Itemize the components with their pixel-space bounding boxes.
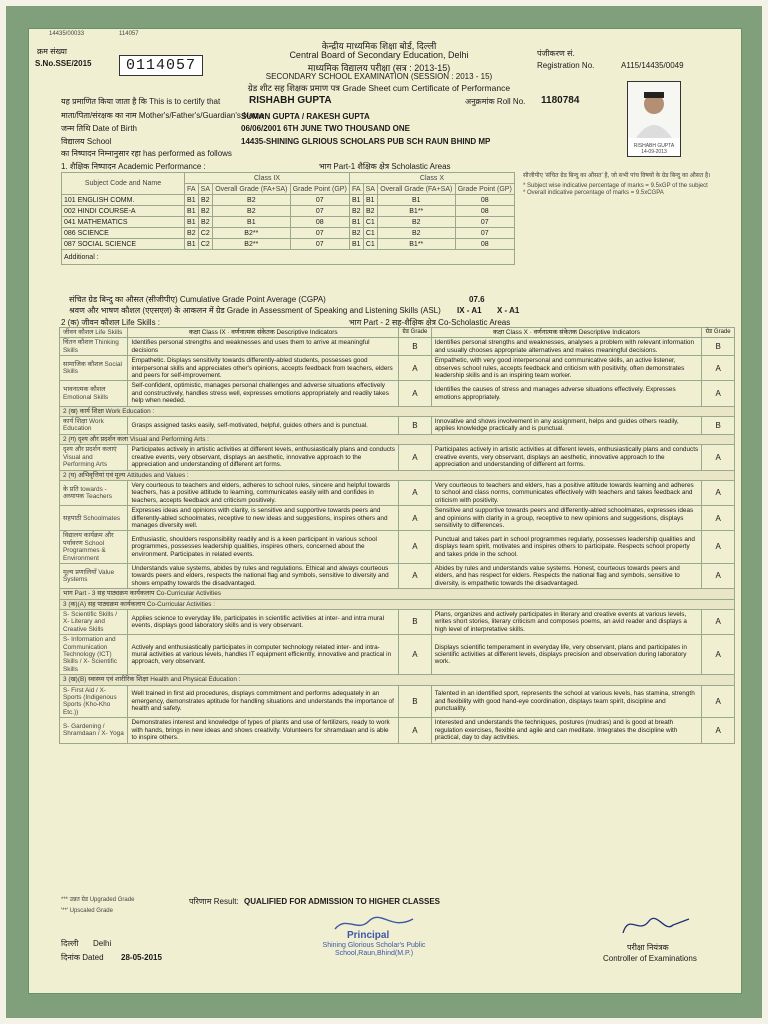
grade-ix-cell: B1 (185, 217, 199, 228)
grade-ix-cell: B1 (185, 206, 199, 217)
grade-x-cell: B1 (363, 195, 377, 206)
serial-label-hi: क्रम संख्या (37, 47, 67, 56)
grade-ix-cell: 07 (290, 239, 349, 250)
class-x-descriptor: Empathetic, with very good interpersonal and communicative skills, an active listener, observes school rules, accepts feedback and criticism with positivity, often demonstrates leadership skills and is an inspiring team worker. (431, 356, 702, 381)
subject-row (62, 228, 515, 239)
col-overall-x: Overall Grade (FA+SA) (378, 184, 456, 195)
board-name-hi: केन्द्रीय माध्यमिक शिक्षा बोर्ड, दिल्ली (321, 41, 437, 51)
place: Delhi (93, 939, 112, 948)
col-sa-x: SA (363, 184, 377, 195)
skill-row (60, 445, 735, 470)
class-x-descriptor: Interested and understands the techniques, postures (mudras) and is good at breath regulation exercises, flexible and agile and can meditate. Integrates the discipline with practical, day to day activities. (431, 718, 702, 743)
col-fa-x: FA (349, 184, 363, 195)
asl-ix: IX - A1 (457, 306, 482, 315)
grade-x-cell: 07 (455, 217, 514, 228)
additional-label: Additional : (62, 250, 515, 265)
grade-ix-cell: 07 (290, 206, 349, 217)
skill-row (60, 610, 735, 635)
serial-label: S.No.SSE/2015 (35, 59, 92, 68)
grade-ix-cell: B1 (185, 239, 199, 250)
class-ix-grade: A (399, 356, 432, 381)
grade-x-cell: 08 (455, 195, 514, 206)
grade-ix-cell: B2 (198, 195, 212, 206)
grade-ix-cell: 07 (290, 228, 349, 239)
col-gp-ix: Grade Point (GP) (290, 184, 349, 195)
class-ix-descriptor: Applies science to everyday life, participates in scientific activities at inter- and intra mural events, displays good laboratory skills and is very observant. (128, 610, 399, 635)
skill-area: कार्य शिक्षा Work Education (60, 417, 128, 435)
class-x-grade: A (702, 718, 735, 743)
section-title-row (60, 589, 735, 599)
controller-signature-mark (615, 909, 695, 941)
academic-section-title: 1. शैक्षिक निष्पादन Academic Performance : (61, 162, 206, 171)
class-ix-descriptor: Actively and enthusiastically participates in computer technology related inter- and intra-mural activities at various levels, handles IT equipment efficiently, innovative and practical in approach, very observant. (128, 635, 399, 675)
scholastic-part-title: भाग Part-1 शैक्षिक क्षेत्र Scholastic Areas (319, 162, 451, 171)
coscholastic-table (59, 327, 735, 744)
skill-row (60, 356, 735, 381)
grade-ix-cell: B2** (213, 228, 291, 239)
class-x-grade: A (702, 356, 735, 381)
principal-school: Shining Glorious Scholar's Public School,Raun,Bhind(M.P.) (322, 942, 426, 957)
skill-row (60, 417, 735, 435)
grade-x-cell: 08 (455, 206, 514, 217)
registration-label: Registration No. (537, 61, 595, 70)
grade-sheet (28, 28, 742, 994)
class-ix-descriptor: Well trained in first aid procedures, displays commitment and performs adequately in an emergency, demonstrates aptitude for handling situations and understands the importance of health and safety. (128, 685, 399, 718)
coscholastic-rows (60, 338, 735, 743)
section-subtitle-row (60, 599, 735, 609)
grade-ix-header: ग्रेड Grade (399, 328, 432, 338)
dated-value: 28-05-2015 (121, 953, 162, 962)
certificate-border (6, 6, 762, 1018)
class-x-descriptor: Identifies personal strengths and weaknesses, analyses a problem with relevant information and usually chooses appropriate alternatives and makes meaningful decisions. (431, 338, 702, 356)
scholastic-notes (523, 173, 733, 197)
skill-area: मूल्य प्रणालियाँ Value Systems (60, 563, 128, 588)
section-title-row (60, 406, 735, 416)
scholastic-table (61, 172, 515, 265)
class-ix-grade: B (399, 685, 432, 718)
section-title: भाग Part - 3 सह पाठ्यक्रम कार्यकलाप Co-Curricular Activities (60, 589, 735, 599)
registration-number: A115/14435/0049 (621, 61, 684, 70)
col-overall-ix: Overall Grade (FA+SA) (213, 184, 291, 195)
class-ix-grade: A (399, 445, 432, 470)
serial-number: 0114057 (119, 55, 203, 76)
class-ix-grade: A (399, 506, 432, 531)
skill-area: S- Scientific Skills / X- Literary and Creative Skills (60, 610, 128, 635)
parents-label: माता/पिता/संरक्षक का नाम Mother's/Father's/Guardian's Name (61, 111, 265, 120)
grade-x-cell: C1 (363, 228, 377, 239)
grade-ix-cell: B2 (185, 228, 199, 239)
grade-ix-cell: B1 (185, 195, 199, 206)
class-ix-grade: A (399, 635, 432, 675)
date-of-birth: 06/06/2001 6TH JUNE TWO THOUSAND ONE (241, 124, 410, 133)
grade-ix-cell: B2 (213, 195, 291, 206)
class-x-label: कक्षा Class X (492, 329, 528, 336)
class-ix-descriptor: Demonstrates interest and knowledge of types of plants and use of fertilizers, ready to work with hands, brings in new ideas and shows creativity. Volunteers for shramdaan and is able to inspire others. (128, 718, 399, 743)
subject-header: Subject Code and Name (62, 173, 185, 195)
skill-row (60, 635, 735, 675)
student-name: RISHABH GUPTA (249, 95, 332, 106)
col-fa-ix: FA (185, 184, 199, 195)
controller-title-hi: परीक्षा नियंत्रक (627, 943, 669, 952)
subject-row (62, 195, 515, 206)
class-x-descriptor: Sensitive and supportive towards peers and differently-abled schoolmates, expresses ideas and opinions with clarity in a group, receptive to new opinions and suggestions, displays sensitivity to differences. (431, 506, 702, 531)
result-label: परिणाम Result: (189, 897, 239, 906)
section-title-row (60, 434, 735, 444)
subject-name: 086 SCIENCE (62, 228, 185, 239)
class-x-descriptor: Abides by rules and understands value systems. Honest, courteous towards peers and elders, and has respect for elders. Respects the national flag and symbols, sensitive to diversity, is empathetic towards the disadvantaged. (431, 563, 702, 588)
class-ix-header: Class IX (185, 173, 350, 184)
grade-ix-cell: C2 (198, 228, 212, 239)
cgpa-value: 07.6 (469, 295, 485, 304)
class-x-grade: B (702, 338, 735, 356)
grade-x-cell: B1** (378, 239, 456, 250)
exam-name: SECONDARY SCHOOL EXAMINATION (SESSION : 2013 - 15) (265, 72, 493, 81)
skill-area: भावनात्मक कौशल Emotional Skills (60, 381, 128, 406)
class-x-descriptor: Participates actively in artistic activities at different levels, enthusiastically plans and conducts creative events, very observant, displays an aesthetic, innovative approach to the appreciation and understanding of different art forms. (431, 445, 702, 470)
grade-x-cell: 08 (455, 239, 514, 250)
class-ix-descriptor: Self-confident, optimistic, manages personal challenges and adverse situations effectively and constructively, handles stress well, expresses emotions appropriately and readily takes help when needed. (128, 381, 399, 406)
skill-row (60, 685, 735, 718)
asl-x: X - A1 (497, 306, 520, 315)
grade-ix-cell: 08 (290, 217, 349, 228)
class-x-grade: B (702, 417, 735, 435)
class-x-descriptor: Innovative and shows involvement in any assignment, helps and guides others readily, applies knowledge practically and is punctual. (431, 417, 702, 435)
certificate-title: ग्रेड शीट सह शिक्षक प्रमाण पत्र Grade Sheet cum Certificate of Performance (247, 83, 511, 93)
col-gp-x: Grade Point (GP) (455, 184, 514, 195)
grade-ix-cell: B2 (198, 217, 212, 228)
certify-label: यह प्रमाणित किया जाता है कि This is to certify that (61, 97, 221, 106)
class-ix-descriptor: Participates actively in artistic activities at different levels, enthusiastically plans and conducts creative events, very observant, displays an aesthetic, innovative approach to the appreciation and understanding of different art forms. (128, 445, 399, 470)
class-x-grade: A (702, 531, 735, 564)
roll-number: 1180784 (541, 95, 580, 106)
place-hi: दिल्ली (61, 939, 79, 948)
upscaled-grade-note: '**' Upscaled Grade (61, 908, 113, 914)
skill-row (60, 338, 735, 356)
grade-x-cell: C1 (363, 217, 377, 228)
grade-x-header: ग्रेड Grade (702, 328, 735, 338)
class-ix-grade: A (399, 718, 432, 743)
photo-caption-name: RISHABH GUPTA (633, 143, 675, 149)
skill-area: S- First Aid / X- Sports (Indigenous Sports (Kho-Kho Etc.)) (60, 685, 128, 718)
class-ix-descriptor: Grasps assigned tasks easily, self-motivated, helpful, guides others and is punctual. (128, 417, 399, 435)
class-x-descriptor: Punctual and takes part in school programmes regularly, possesses leadership qualities and displays team spirit, motivates and inspires others to participate. Respects school property and takes pride in the school. (431, 531, 702, 564)
grade-ix-cell: B1 (213, 217, 291, 228)
skill-area: S- Information and Communication Technology (ICT) Skills / X- Scientific Skills (60, 635, 128, 675)
class-x-descriptor: Identifies the causes of stress and manages adverse situations effectively. Expresses emotions appropriately. (431, 381, 702, 406)
grade-x-cell: 07 (455, 228, 514, 239)
class-ix-descriptor: Enthusiastic, shoulders responsibility readily and is a keen participant in various school programmes, possesses leadership qualities, inspires others, concerned about the environment. Participates in related events. (128, 531, 399, 564)
skill-area: दृश्य और प्रदर्शन कलाएं Visual and Performing Arts (60, 445, 128, 470)
school-label: विद्यालय School (61, 137, 112, 146)
grade-ix-cell: B2 (213, 206, 291, 217)
class-ix-label: कक्षा Class IX (188, 329, 226, 336)
grade-x-cell: B2 (378, 217, 456, 228)
grade-x-cell: B2 (363, 206, 377, 217)
dated-label: दिनांक Dated (61, 953, 104, 962)
result-value: QUALIFIED FOR ADMISSION TO HIGHER CLASSES (244, 897, 441, 906)
class-x-grade: A (702, 610, 735, 635)
note-1: सीजीपीए 'संचित ग्रेड बिन्दु का औसत' है, जो सभी पांच विषयों के ग्रेड बिन्दु का औसत है। (523, 173, 711, 179)
subject-row (62, 217, 515, 228)
skill-row (60, 381, 735, 406)
grade-x-cell: B1 (349, 239, 363, 250)
exam-name-hi: माध्यमिक विद्यालय परीक्षा (सत्र : 2013-15) (307, 63, 451, 73)
controller-signature (615, 909, 695, 946)
top-reference-2: 114057 (119, 31, 139, 37)
top-reference: 14435/00033 (49, 31, 85, 37)
grade-ix-cell: 07 (290, 195, 349, 206)
grade-x-cell: B2 (349, 206, 363, 217)
class-x-desc-header: कक्षा Class X · वर्णनात्मक संकेतक Descriptive Indicators (431, 328, 702, 338)
skill-area: चिंतन कौशल Thinking Skills (60, 338, 128, 356)
class-x-header: Class X (349, 173, 514, 184)
class-ix-descriptor: Expresses ideas and opinions with clarity, is sensitive and supportive towards peers and differently-abled schoolmates, receptive to new ideas and suggestions, inspires others and manages diversity well. (128, 506, 399, 531)
class-x-grade: A (702, 506, 735, 531)
skill-area: के प्रति towards - अध्यापक Teachers (60, 480, 128, 505)
grade-x-cell: B1 (349, 217, 363, 228)
class-x-grade: A (702, 635, 735, 675)
class-x-grade: A (702, 445, 735, 470)
section-title: 2 (ख) कार्य शिक्षा Work Education : (60, 406, 735, 416)
photo-caption-date: 14-09-2013 (641, 149, 667, 155)
subject-name: 101 ENGLISH COMM. (62, 195, 185, 206)
skill-area: विद्यालय कार्यक्रम और पर्यावरण School Programmes & Environment (60, 531, 128, 564)
class-ix-descriptor: Very courteous to teachers and elders, adheres to school rules, sincere and helpful towards teachers, has a positive attitude to learning, communicates easily with and confides in teachers, accepts feedback and criticism positively. (128, 480, 399, 505)
upgraded-grade-note: *** उन्नत ग्रेड Upgraded Grade (61, 897, 135, 903)
controller-title: Controller of Examinations (603, 954, 697, 963)
coscholastic-part-title: भाग Part - 2 सह-शैक्षिक क्षेत्र Co-Scholastic Areas (349, 318, 511, 327)
registration-label-hi: पंजीकरण सं. (537, 49, 575, 58)
roll-label: अनुक्रमांक Roll No. (465, 97, 526, 106)
subject-row (62, 206, 515, 217)
life-skills-col-header: जीवन कौशल Life Skills (60, 328, 128, 338)
class-x-grade: A (702, 563, 735, 588)
subject-name: 002 HINDI COURSE-A (62, 206, 185, 217)
skill-area: सामाजिक कौशल Social Skills (60, 356, 128, 381)
section-title: 2 (ग) दृश्य और प्रदर्शन कला Visual and Performing Arts : (60, 434, 735, 444)
subject-name: 041 MATHEMATICS (62, 217, 185, 228)
board-name: Central Board of Secondary Education, Delhi (289, 50, 469, 60)
skill-row (60, 718, 735, 743)
dob-label: जन्म तिथि Date of Birth (61, 124, 137, 133)
grade-x-cell: B2 (378, 228, 456, 239)
section-subtitle: 3 (क)(A) सह पाठ्यक्रम कार्यकलाप Co-Curricular Activities : (60, 599, 735, 609)
desc-indicators-ix: वर्णनात्मक संकेतक Descriptive Indicators (231, 329, 338, 336)
grade-ix-cell: B2 (198, 206, 212, 217)
performed-label: का निष्पादन निम्नानुसार रहा has performed as follows (61, 149, 232, 158)
section-title-row (60, 675, 735, 685)
class-ix-grade: B (399, 338, 432, 356)
subject-name: 087 SOCIAL SCIENCE (62, 239, 185, 250)
col-sa-ix: SA (198, 184, 212, 195)
desc-indicators-x: वर्णनात्मक संकेतक Descriptive Indicators (533, 329, 640, 336)
class-ix-descriptor: Identifies personal strengths and weaknesses and uses them to arrive at meaningful decisions (128, 338, 399, 356)
skill-row (60, 531, 735, 564)
class-ix-grade: A (399, 563, 432, 588)
class-ix-grade: A (399, 381, 432, 406)
parents-name: SUMAN GUPTA / RAKESH GUPTA (241, 112, 370, 121)
class-ix-grade: A (399, 531, 432, 564)
class-x-descriptor: Displays scientific temperament in everyday life, very observant, plans and participates in scientific activities at different levels, displays precision and observation during laboratory work. (431, 635, 702, 675)
class-ix-descriptor: Empathetic. Displays sensitivity towards differently-abled students, possesses good interpersonal skills and appreciates other's opinions, accepts feedback from teachers, elders and peers for self-improvement. (128, 356, 399, 381)
class-x-grade: A (702, 381, 735, 406)
school-name: 14435-SHINING GLRIOUS SCHOLARS PUB SCH RAUN BHIND MP (241, 137, 491, 146)
skill-area: सहपाठी Schoolmates (60, 506, 128, 531)
section-title: 3 (ख)(B) स्वास्थ्य एवं शारीरिक शिक्षा Health and Physical Education : (60, 675, 735, 685)
student-photo-image (628, 82, 680, 138)
grade-x-cell: B1 (378, 195, 456, 206)
coscholastic-container (59, 327, 735, 744)
section-title: 2 (घ) अभिवृत्तियां एवं मूल्य Attitudes and Values : (60, 470, 735, 480)
scholastic-rows (62, 195, 515, 250)
grade-x-cell: C1 (363, 239, 377, 250)
cgpa-label: संचित ग्रेड बिन्दु का औसत (सीजीपीए) Cumulative Grade Point Average (CGPA) (69, 295, 326, 304)
class-x-grade: A (702, 685, 735, 718)
note-3: * Overall indicative percentage of marks = 9.5xCGPA (523, 190, 664, 196)
principal-title: Principal (347, 930, 390, 941)
grade-ix-cell: B2** (213, 239, 291, 250)
class-ix-grade: B (399, 610, 432, 635)
skill-row (60, 480, 735, 505)
skill-row (60, 506, 735, 531)
class-ix-desc-header: कक्षा Class IX · वर्णनात्मक संकेतक Descriptive Indicators (128, 328, 399, 338)
subject-row (62, 239, 515, 250)
student-photo (627, 81, 681, 157)
grade-x-cell: B2 (349, 228, 363, 239)
grade-x-cell: B1 (349, 195, 363, 206)
section-title-row (60, 470, 735, 480)
grade-ix-cell: C2 (198, 239, 212, 250)
asl-label: श्रवण और भाषण कौशल (एएसएल) के आकलन में ग्रेड Grade in Assessment of Speaking and Listening Skills (ASL) (69, 306, 441, 315)
note-2: * Subject wise indicative percentage of marks = 9.5xGP of the subject (523, 183, 708, 189)
class-ix-descriptor: Understands value systems, abides by rules and regulations. Ethical and always courteous towards peers and elders, respects the national flag and symbols, sensitive to diversity and shows empathy towards the disadvantaged. (128, 563, 399, 588)
life-skills-title: 2 (क) जीवन कौशल Life Skills : (61, 318, 161, 327)
class-ix-grade: B (399, 417, 432, 435)
grade-x-cell: B1** (378, 206, 456, 217)
class-x-descriptor: Talented in an identified sport, represents the school at various levels, has stamina, strength and flexibility with good hand-eye coordination, displays team spirit, discipline and punctuality. (431, 685, 702, 718)
class-x-descriptor: Plans, organizes and actively participates in literary and creative events at various levels, writes short stories, literary criticism and composes poems, an avid reader and displays a high level of interpretative skills. (431, 610, 702, 635)
class-ix-grade: A (399, 480, 432, 505)
class-x-descriptor: Very courteous to teachers and elders, has a positive attitude towards learning and adheres to school and class norms, communicates effectively with teachers and takes feedback and criticism with positivity. (431, 480, 702, 505)
skill-area: S- Gardening / Shramdaan / X- Yoga (60, 718, 128, 743)
skill-row (60, 563, 735, 588)
class-x-grade: A (702, 480, 735, 505)
